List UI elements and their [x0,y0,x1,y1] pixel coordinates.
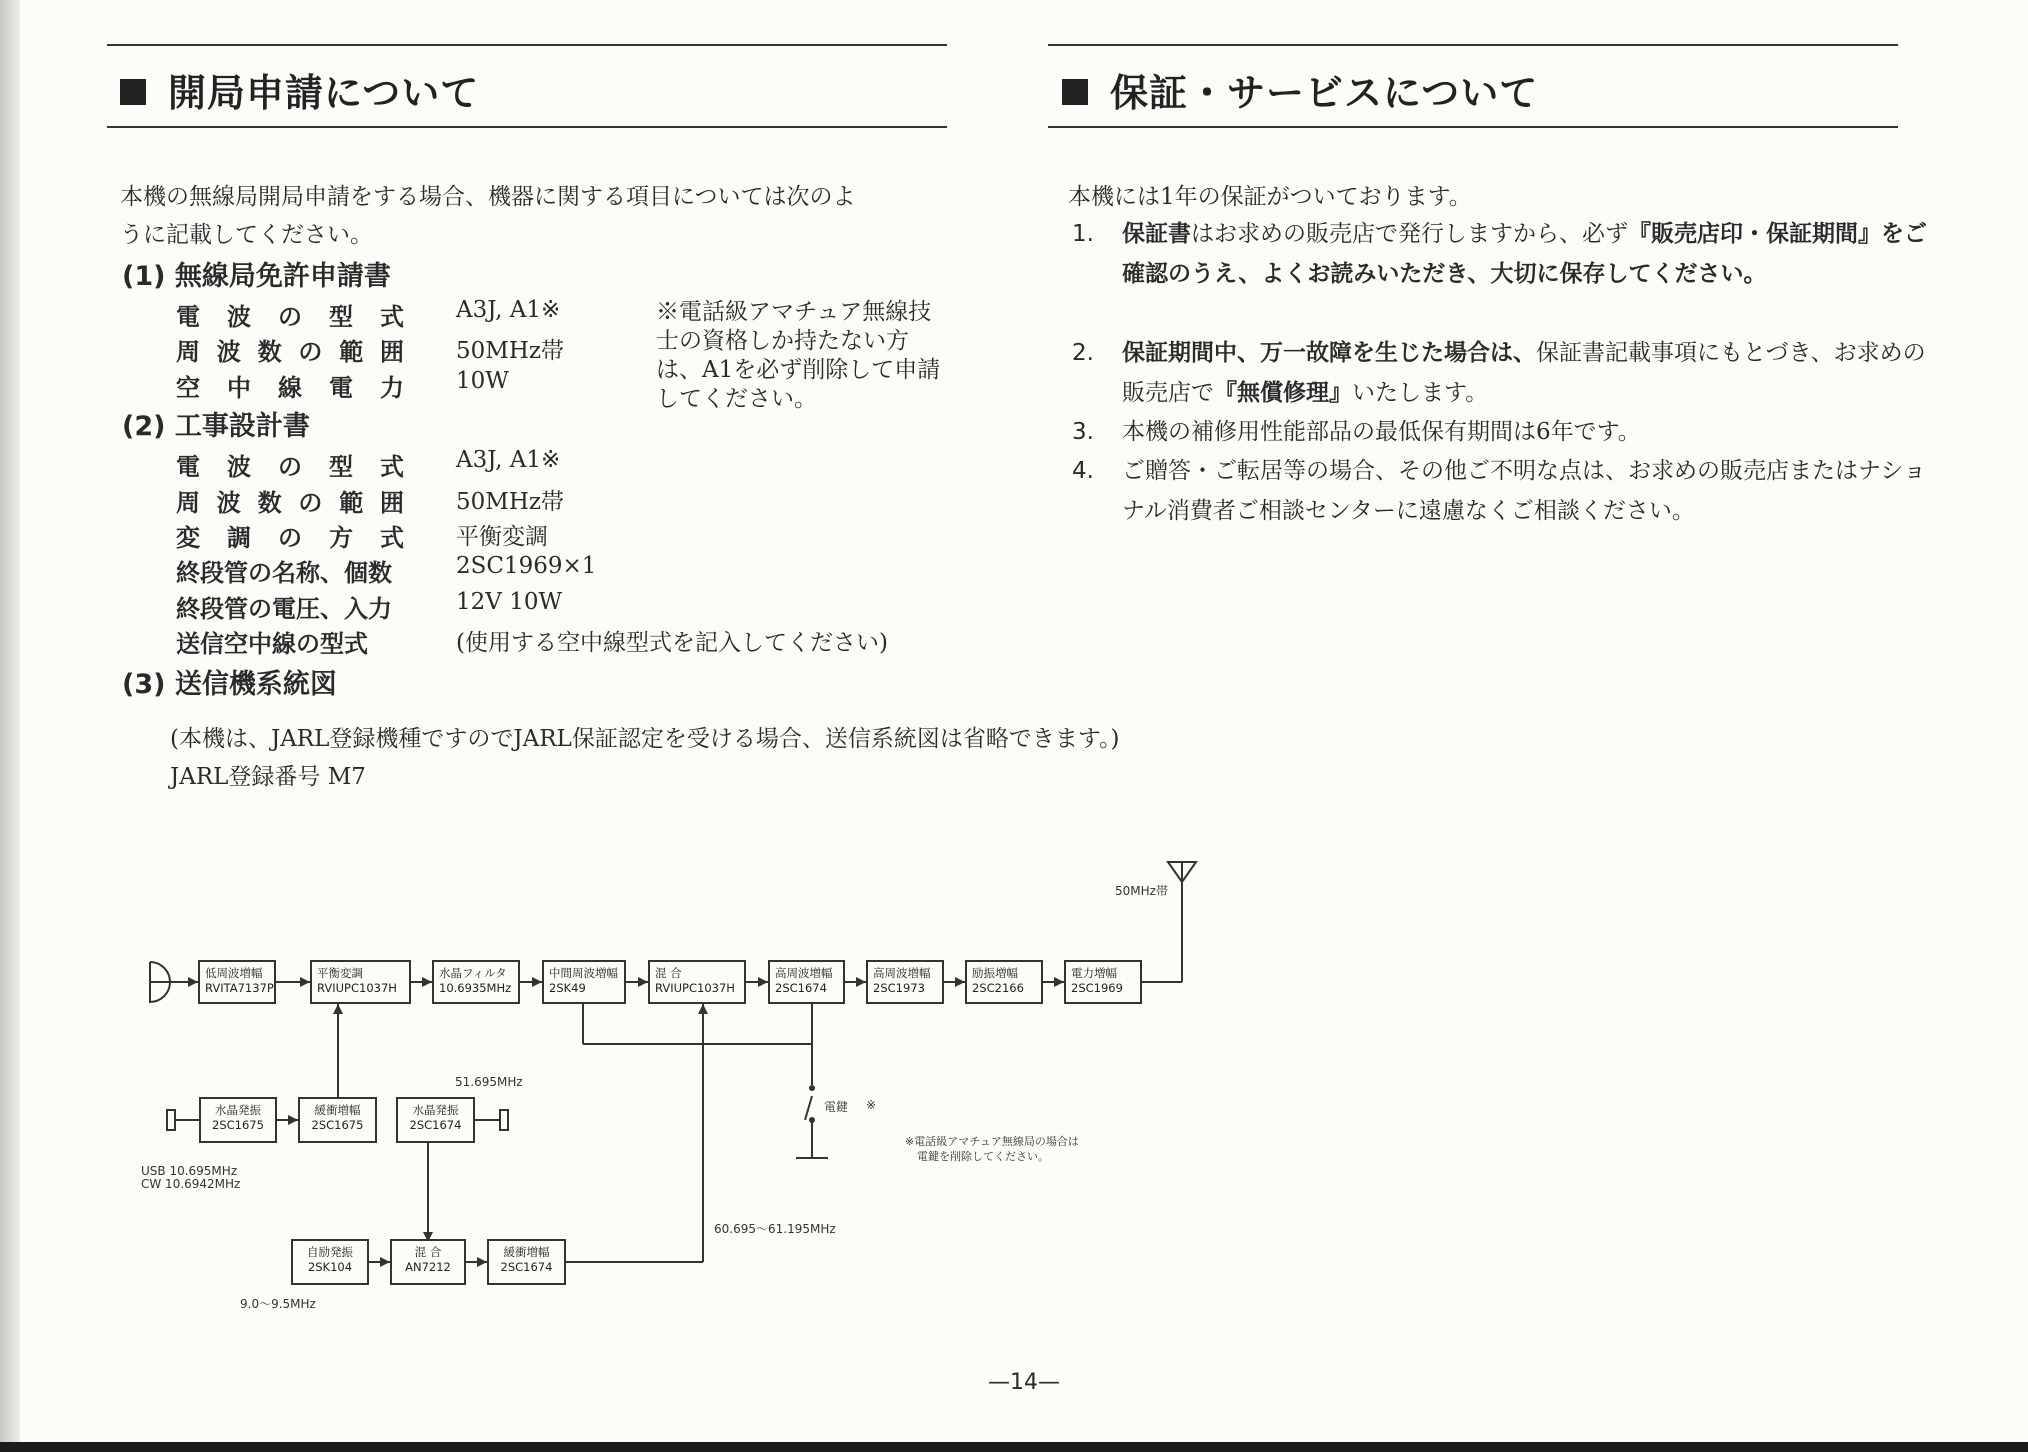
block-rf-amp-1: 高周波増幅 2SC1674 [768,960,845,1004]
sec2-value: 50MHz帯 [456,489,564,515]
block-driver-amp: 励振増幅 2SC2166 [965,960,1043,1004]
sec2-label: 終段管の電圧、入力 [176,595,392,623]
sec2-value: 2SC1969×1 [456,553,597,579]
section-1-heading: (1) 無線局免許申請書 [122,261,391,292]
vfo-frequency-label: 9.0～9.5MHz [240,1297,316,1311]
usb-frequency-label: USB 10.695MHz [141,1164,238,1178]
item-text: 保証期間中、万一故障を生じた場合は、保証書記載事項にもとづき、お求めの販売店で『無償修理』いたします。 [1122,340,1926,406]
sec2-label: 送信空中線の型式 [176,630,368,658]
block-rf-amp-2: 高周波増幅 2SC1973 [866,960,944,1004]
key-note-mark: ※ [866,1098,877,1112]
block-crystal-osc-2: 水晶発振 2SC1674 [396,1097,475,1143]
section-3-heading: (3) 送信機系統図 [122,669,337,700]
item-number: 2. [1072,340,1094,366]
block-crystal-osc-1: 水晶発振 2SC1675 [199,1097,277,1143]
block-balanced-modulator: 平衡変調 RVIUPC1037H [310,960,411,1004]
sec2-label: 電波の型式 [176,453,404,481]
scan-edge [0,1442,2028,1452]
sec2-label: 周波数の範囲 [176,489,404,517]
local-osc-frequency-label: 60.695～61.195MHz [714,1222,836,1236]
left-intro-line: うに記載してください。 [120,222,373,248]
block-vfo: 自励発振 2SK104 [291,1239,369,1285]
sec2-label: 終段管の名称、個数 [176,559,392,587]
warranty-intro: 本機には1年の保証がついております。 [1068,184,1472,210]
sec2-value: A3J, A1※ [456,447,561,473]
sec1-value: 10W [456,368,509,394]
block-mixer-1: 混 合 RVIUPC1037H [648,960,746,1004]
page-number: —14— [988,1370,1060,1395]
jarl-note: (本機は、JARL登録機種ですのでJARL保証認定を受ける場合、送信系統図は省略できます。) [170,726,1120,752]
sec1-value: A3J, A1※ [456,297,561,323]
key-note-line-1: ※電話級アマチュア無線局の場合は [905,1135,1079,1148]
block-if-amp: 中間周波増幅 2SK49 [542,960,626,1004]
a1-note: ※電話級アマチュア無線技士の資格しか持たない方は、A1を必ず削除して申請してください。 [656,299,941,412]
section-2-heading: (2) 工事設計書 [122,411,310,442]
sec2-label: 変調の方式 [176,524,404,552]
item-text: ご贈答・ご転居等の場合、その他ご不明な点は、お求めの販売店またはナショナル消費者ご相談センターに遠慮なくご相談ください。 [1122,458,1927,524]
key-label: 電鍵 [824,1100,849,1114]
sec2-value: 12V 10W [456,589,563,615]
item-text: 本機の補修用性能部品の最低保有期間は6年です。 [1122,419,1641,445]
cw-frequency-label: CW 10.6942MHz [141,1177,241,1191]
item-number: 1. [1072,221,1094,247]
xo2-frequency-label: 51.695MHz [455,1075,523,1089]
key-note-line-2: 電鍵を削除してください。 [917,1150,1049,1163]
block-mixer-2: 混 合 AN7212 [390,1239,466,1285]
sec1-label: 空中線電力 [176,374,404,402]
sec2-value: (使用する空中線型式を記入してください) [456,630,888,656]
sec2-value: 平衡変調 [456,524,548,550]
block-crystal-filter: 水晶フィルタ 10.6935MHz [432,960,520,1004]
band-label: 50MHz帯 [1115,884,1168,898]
sec1-label: 電波の型式 [176,303,404,331]
jarl-number: JARL登録番号 M7 [170,764,366,790]
item-number: 4. [1072,458,1094,484]
sec1-value: 50MHz帯 [456,338,564,364]
item-text: 保証書はお求めの販売店で発行しますから、必ず『販売店印・保証期間』をご確認のうえ、よくお読みいただき、大切に保存してください。 [1122,221,1927,287]
item-number: 3. [1072,419,1094,445]
block-power-amp: 電力増幅 2SC1969 [1064,960,1142,1004]
block-buffer-amp-1: 緩衝増幅 2SC1675 [298,1097,377,1143]
sec1-label: 周波数の範囲 [176,338,404,366]
left-page-title: 開局申請について [120,62,479,117]
left-intro-line: 本機の無線局開局申請をする場合、機器に関する項目については次のよ [120,184,856,210]
right-page-title: 保証・サービスについて [1062,62,1538,117]
block-buffer-amp-2: 緩衝増幅 2SC1674 [487,1239,566,1285]
block-af-amp: 低周波増幅 RVITA7137P [198,960,276,1004]
